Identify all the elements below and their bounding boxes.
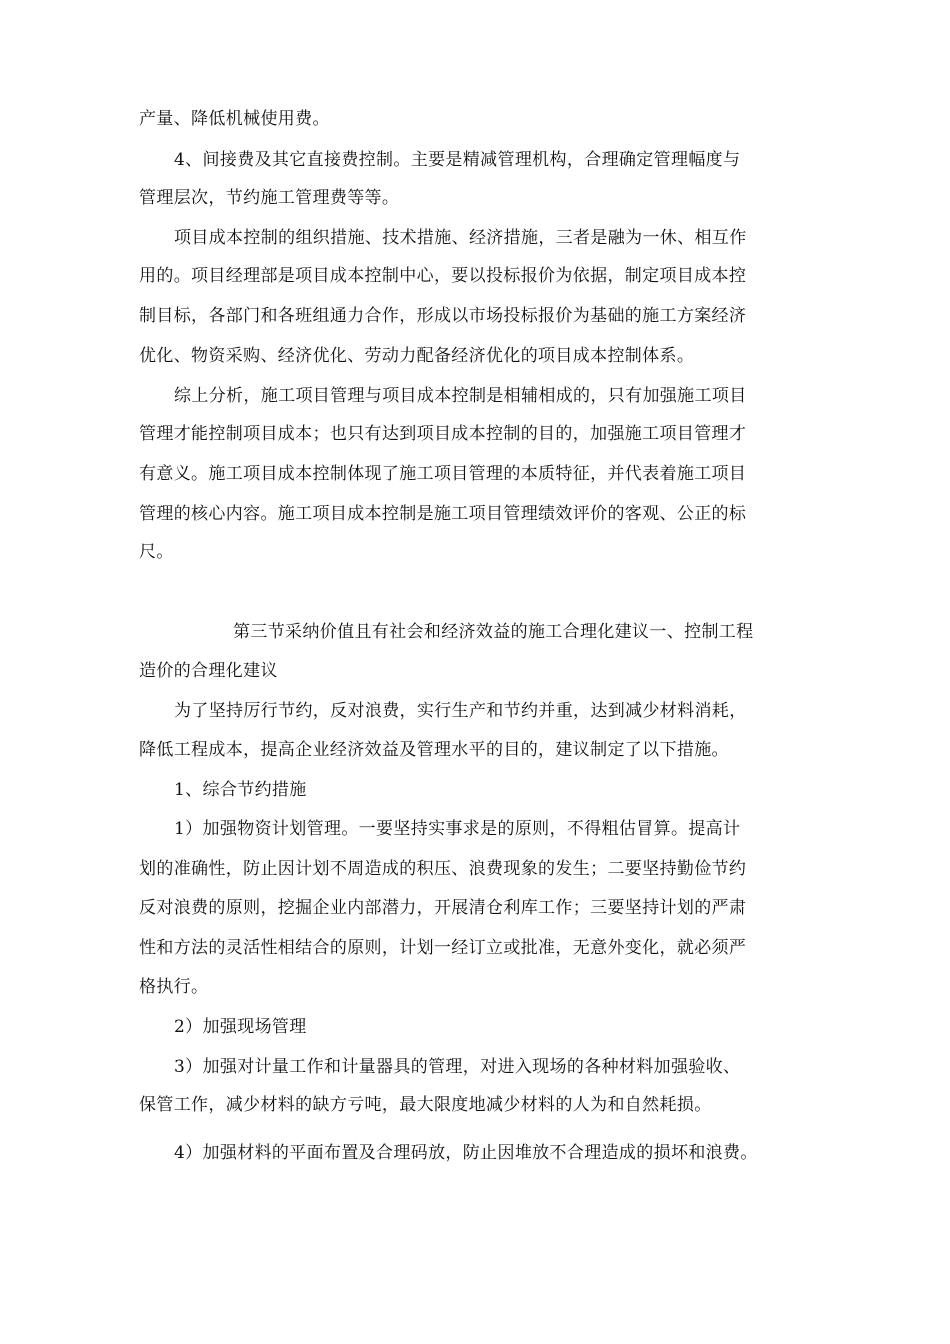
text-line: 4、间接费及其它直接费控制。主要是精减管理机构，合理确定管理幅度与: [174, 150, 741, 170]
section-heading: 第三节采纳价值且有社会和经济效益的施工合理化建议一、控制工程: [233, 622, 754, 642]
list-item: 2）加强现场管理: [174, 1017, 307, 1037]
list-item: 1、综合节约措施: [174, 780, 307, 800]
text-line: 用的。项目经理部是项目成本控制中心，要以投标报价为依据，制定项目成本控: [139, 266, 747, 286]
text-line: 4）加强材料的平面布置及合理码放，防止因堆放不合理造成的损坏和浪费。: [174, 1143, 758, 1163]
text-line: 降低工程成本，提高企业经济效益及管理水平的目的，建议制定了以下措施。: [139, 740, 729, 760]
text-line: 项目成本控制的组织措施、技术措施、经济措施，三者是融为一休、相互作: [174, 228, 747, 248]
text-line: 为了坚持厉行节约，反对浪费，实行生产和节约并重，达到减少材料消耗，: [174, 701, 747, 721]
text-line: 1）加强物资计划管理。一要坚持实事求是的原则，不得粗估冒算。提高计: [174, 819, 741, 839]
text-line: 管理的核心内容。施工项目成本控制是施工项目管理绩效评价的客观、公正的标: [139, 504, 747, 524]
text-line: 3）加强对计量工作和计量器具的管理，对进入现场的各种材料加强验收、: [174, 1057, 741, 1077]
text-line: 反对浪费的原则，挖掘企业内部潜力，开展清仓利库工作；三要坚持计划的严肃: [139, 898, 747, 918]
text-line: 格执行。: [139, 977, 209, 997]
text-line: 管理层次，节约施工管理费等等。: [139, 188, 400, 208]
text-line: 综上分析，施工项目管理与项目成本控制是相辅相成的，只有加强施工项目: [174, 386, 747, 406]
text-line: 划的准确性，防止因计划不周造成的积压、浪费现象的发生；二要坚持勤俭节约: [139, 859, 747, 879]
text-line: 优化、物资采购、经济优化、劳动力配备经济优化的项目成本控制体系。: [139, 346, 695, 366]
text-line: 管理才能控制项目成本；也只有达到项目成本控制的目的，加强施工项目管理才: [139, 424, 747, 444]
section-heading: 造价的合理化建议: [139, 661, 278, 681]
text-line: 尺。: [139, 542, 174, 562]
text-line: 有意义。施工项目成本控制体现了施工项目管理的本质特征，并代表着施工项目: [139, 464, 747, 484]
text-line: 性和方法的灵活性相结合的原则，计划一经订立或批准，无意外变化，就必须严: [139, 938, 747, 958]
text-line: 制目标，各部门和各班组通力合作，形成以市场投标报价为基础的施工方案经济: [139, 306, 747, 326]
text-line: 产量、降低机械使用费。: [139, 109, 330, 129]
text-line: 保管工作，减少材料的缺方亏吨，最大限度地减少材料的人为和自然耗损。: [139, 1095, 712, 1115]
